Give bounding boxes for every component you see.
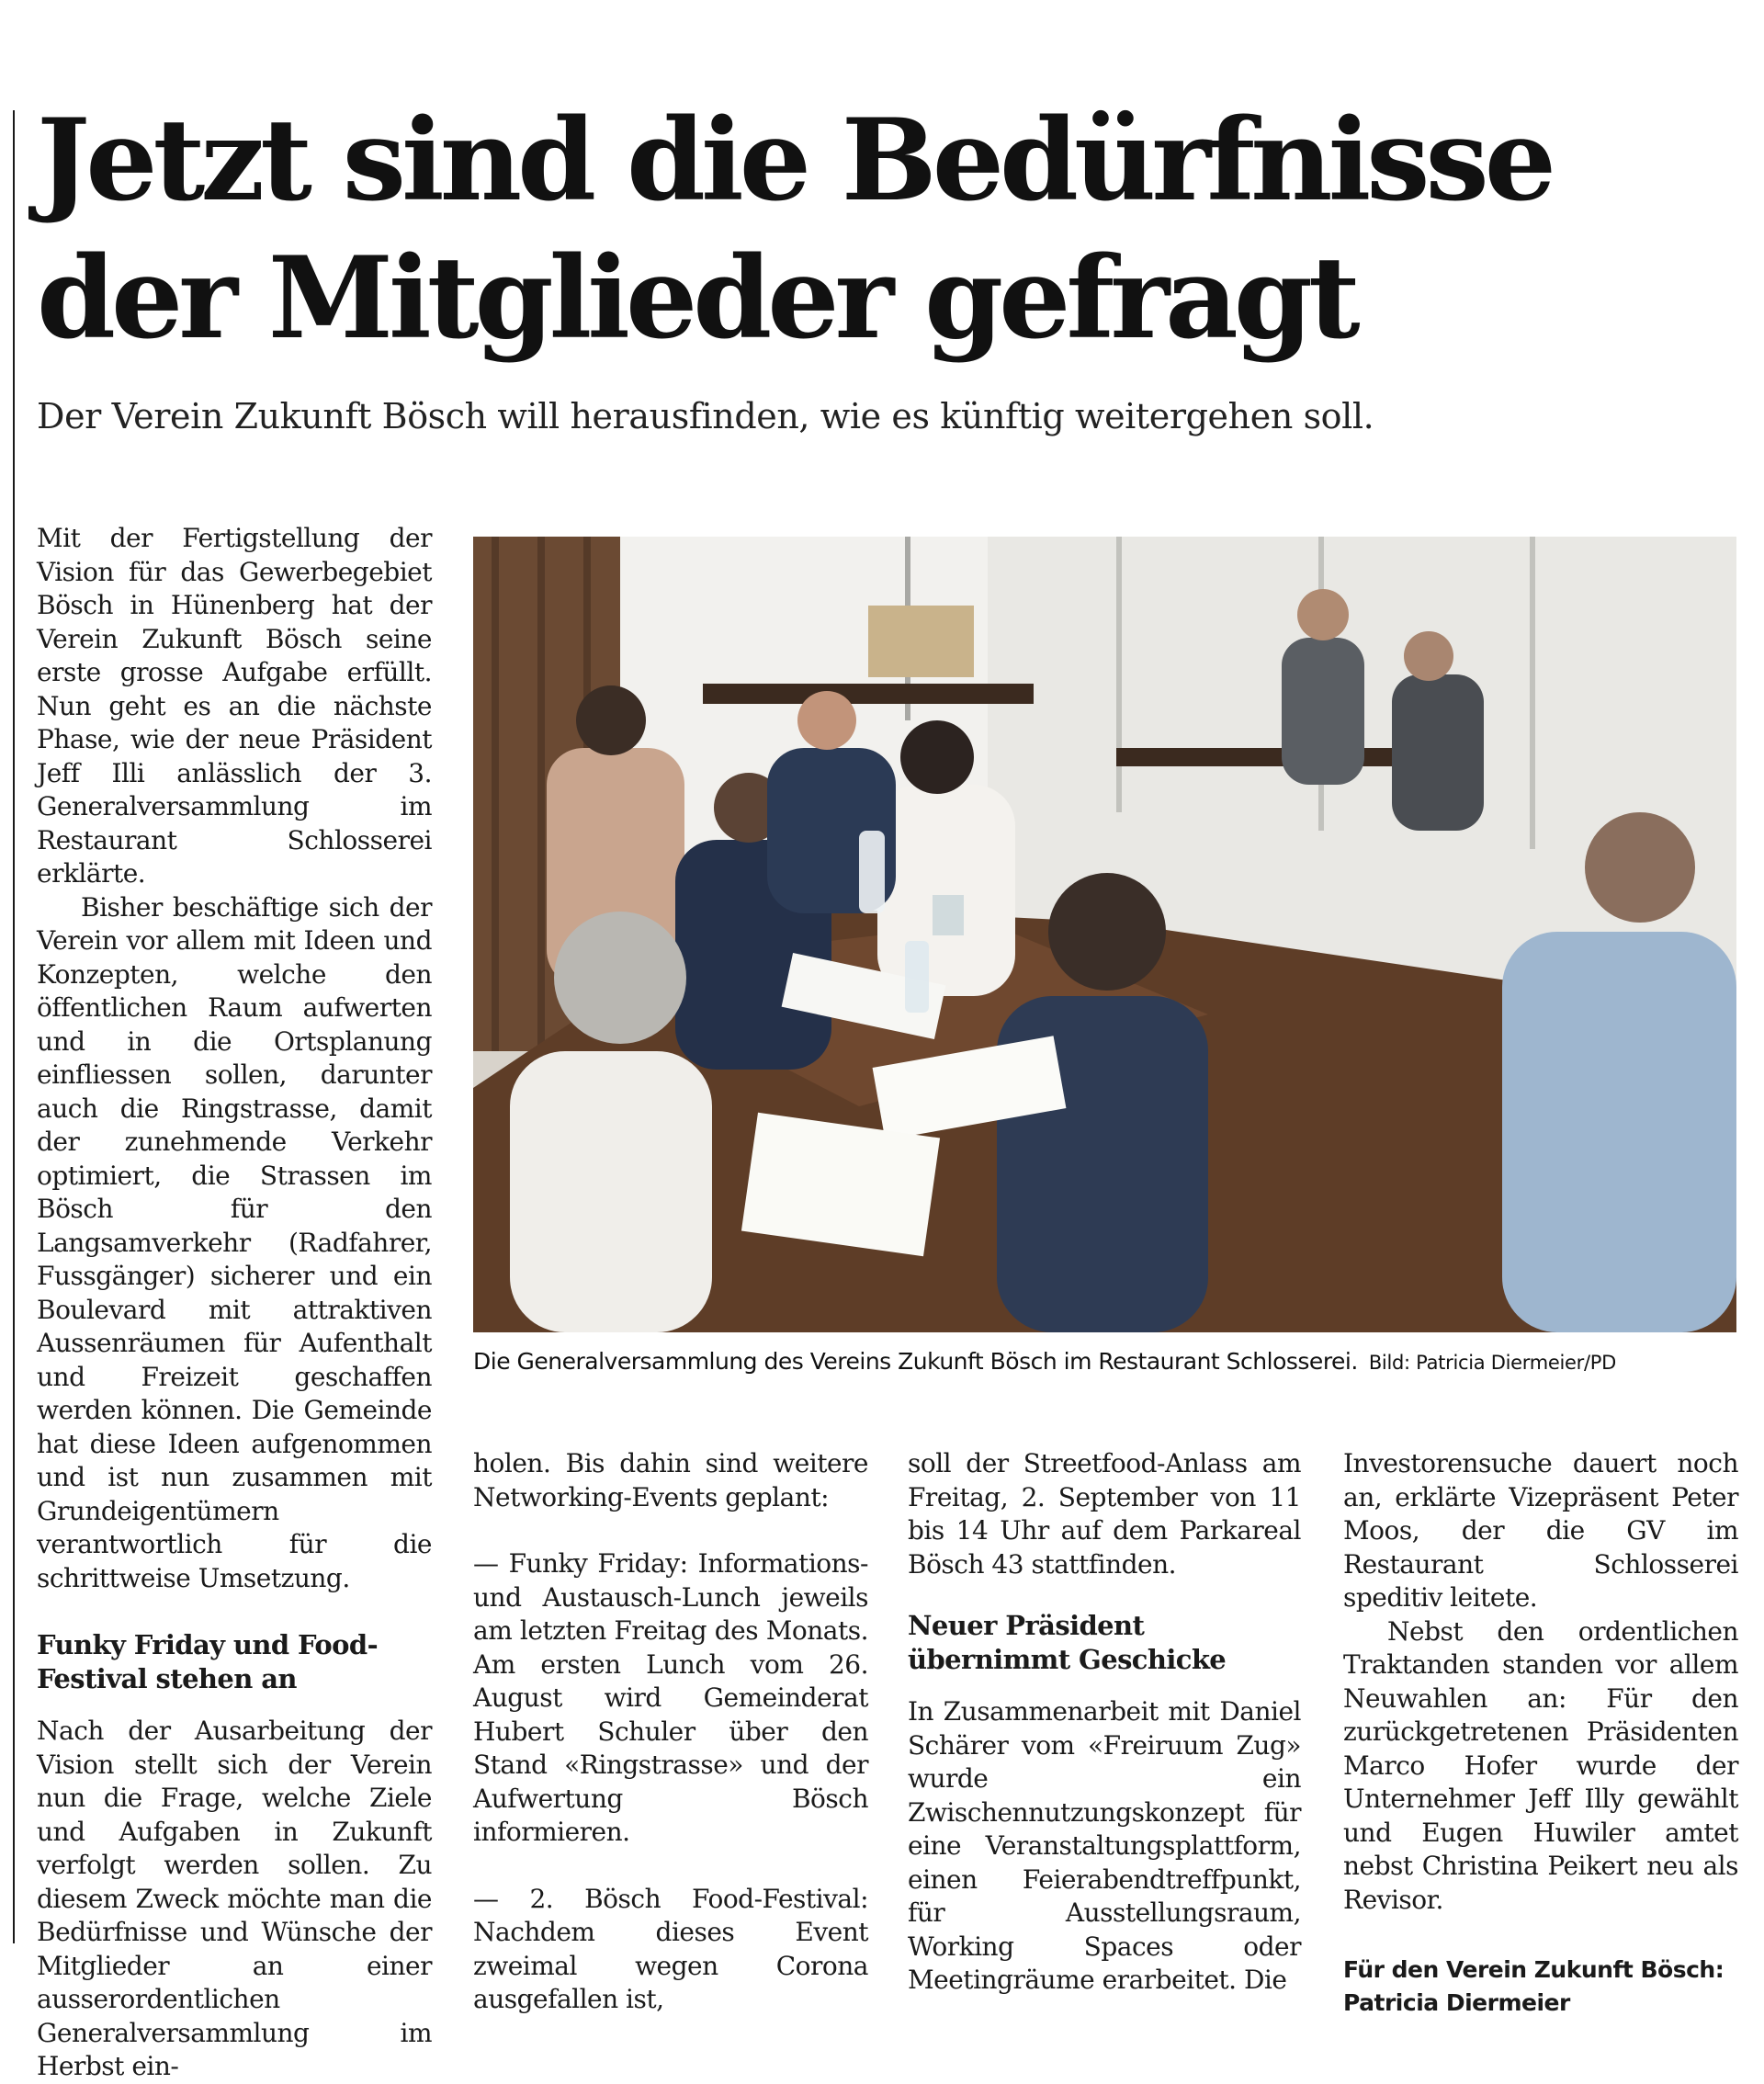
- paragraph: holen. Bis dahin sind weitere Networking-Events geplant:: [473, 1448, 868, 1512]
- meeting-photo-illustration: [473, 537, 1736, 1332]
- text-column-3: [908, 1447, 1301, 1998]
- paragraph: Bisher beschäftige sich der Verein vor allem mit Ideen und Konzepten, welche den öffentlichen Raum aufwerten und in die Ortsplanung einfliessen sollen, darunter auch die Ringstrasse, damit der zunehmende Verkehr optimiert, die Strassen im Bösch für den Langsamverkehr (Radfahrer, Fussgänger) sicherer und ein Boulevard mit attraktiven Aussenräumen für Aufenthalt und Freizeit geschaffen werden können. Die Gemeinde hat diese Ideen aufgenommen und ist nun zusammen mit Grundeigentümern verantwortlich für die schrittweise Umsetzung.: [37, 891, 432, 1593]
- deck: Der Verein Zukunft Bösch will herausfinden, wie es künftig weitergehen soll.: [37, 396, 1374, 436]
- subheading: Neuer Präsident übernimmt Geschicke: [908, 1610, 1227, 1675]
- text-column-2: [473, 1447, 868, 2017]
- headline: Jetzt sind die Bedürfnisse der Mitglieder gefragt: [37, 95, 1553, 365]
- photo-credit: Bild: Patricia Diermeier/PD: [1368, 1352, 1616, 1374]
- paragraph: Nach der Ausarbeitung der Vision stellt sich der Verein nun die Frage, welche Ziele und Aufgaben in Zukunft verfolgt werden sollen. Zu diesem Zweck möchte man die Bedürfnisse und Wünsche der Mitglieder an einer ausserordentlichen Generalversammlung im Herbst ein-: [37, 1716, 432, 2081]
- paragraph: — 2. Bösch Food-Festival: Nachdem dieses Event zweimal wegen Corona ausgefallen ist,: [473, 1883, 868, 2014]
- text-column-1: [37, 522, 432, 2084]
- paragraph: soll der Streetfood-Anlass am Freitag, 2. September von 11 bis 14 Uhr auf dem Parkareal Bösch 43 stattfinden.: [908, 1448, 1301, 1580]
- caption-text: Die Generalversammlung des Vereins Zukunft Bösch im Restaurant Schlosserei.: [473, 1348, 1358, 1375]
- text-column-4: [1343, 1447, 1738, 2020]
- paragraph: Investorensuche dauert noch an, erklärte Vizepräsent Peter Moos, der die GV im Restaurant Schlosserei speditiv leitete.: [1343, 1448, 1738, 1613]
- left-column-rule: [13, 110, 15, 1943]
- author-name: Patricia Diermeier: [1343, 1989, 1570, 2016]
- signoff-line: Für den Verein Zukunft Bösch:: [1343, 1956, 1724, 1983]
- author-signoff: [1343, 1954, 1738, 2020]
- paragraph: Nebst den ordentlichen Traktanden standen vor allem Neuwahlen an: Für den zurückgetretenen Präsidenten Marco Hofer wurde der Unternehmer Jeff Illy gewählt und Eugen Huwiler amtet nebst Christina Peikert neu als Revisor.: [1343, 1615, 1738, 1915]
- paragraph: — Funky Friday: Informations- und Austausch-Lunch jeweils am letzten Freitag des Monats. Am ersten Lunch vom 26. August wird Gemeinderat Hubert Schuler über den Stand «Ringstrasse» und der Aufwertung Bösch informieren.: [473, 1548, 868, 1847]
- paragraph: In Zusammenarbeit mit Daniel Schärer vom «Freiruum Zug» wurde ein Zwischennutzungskonzept für eine Veranstaltungsplattform, einen Feierabendtreffpunkt, für Ausstellungsraum, Working Spaces oder Meetingräume erarbeitet. Die: [908, 1696, 1301, 1995]
- photo-caption: [473, 1347, 1750, 1377]
- article-photo: [473, 537, 1736, 1332]
- subheading: Funky Friday und Food-Festival stehen an: [37, 1629, 379, 1694]
- paragraph: Mit der Fertigstellung der Vision für das Gewerbegebiet Bösch in Hünenberg hat der Verein Zukunft Bösch seine erste grosse Aufgabe erfüllt. Nun geht es an die nächste Phase, wie der neue Präsident Jeff Illi anlässlich der 3. Generalversammlung im Restaurant Schlosserei erklärte.: [37, 523, 432, 889]
